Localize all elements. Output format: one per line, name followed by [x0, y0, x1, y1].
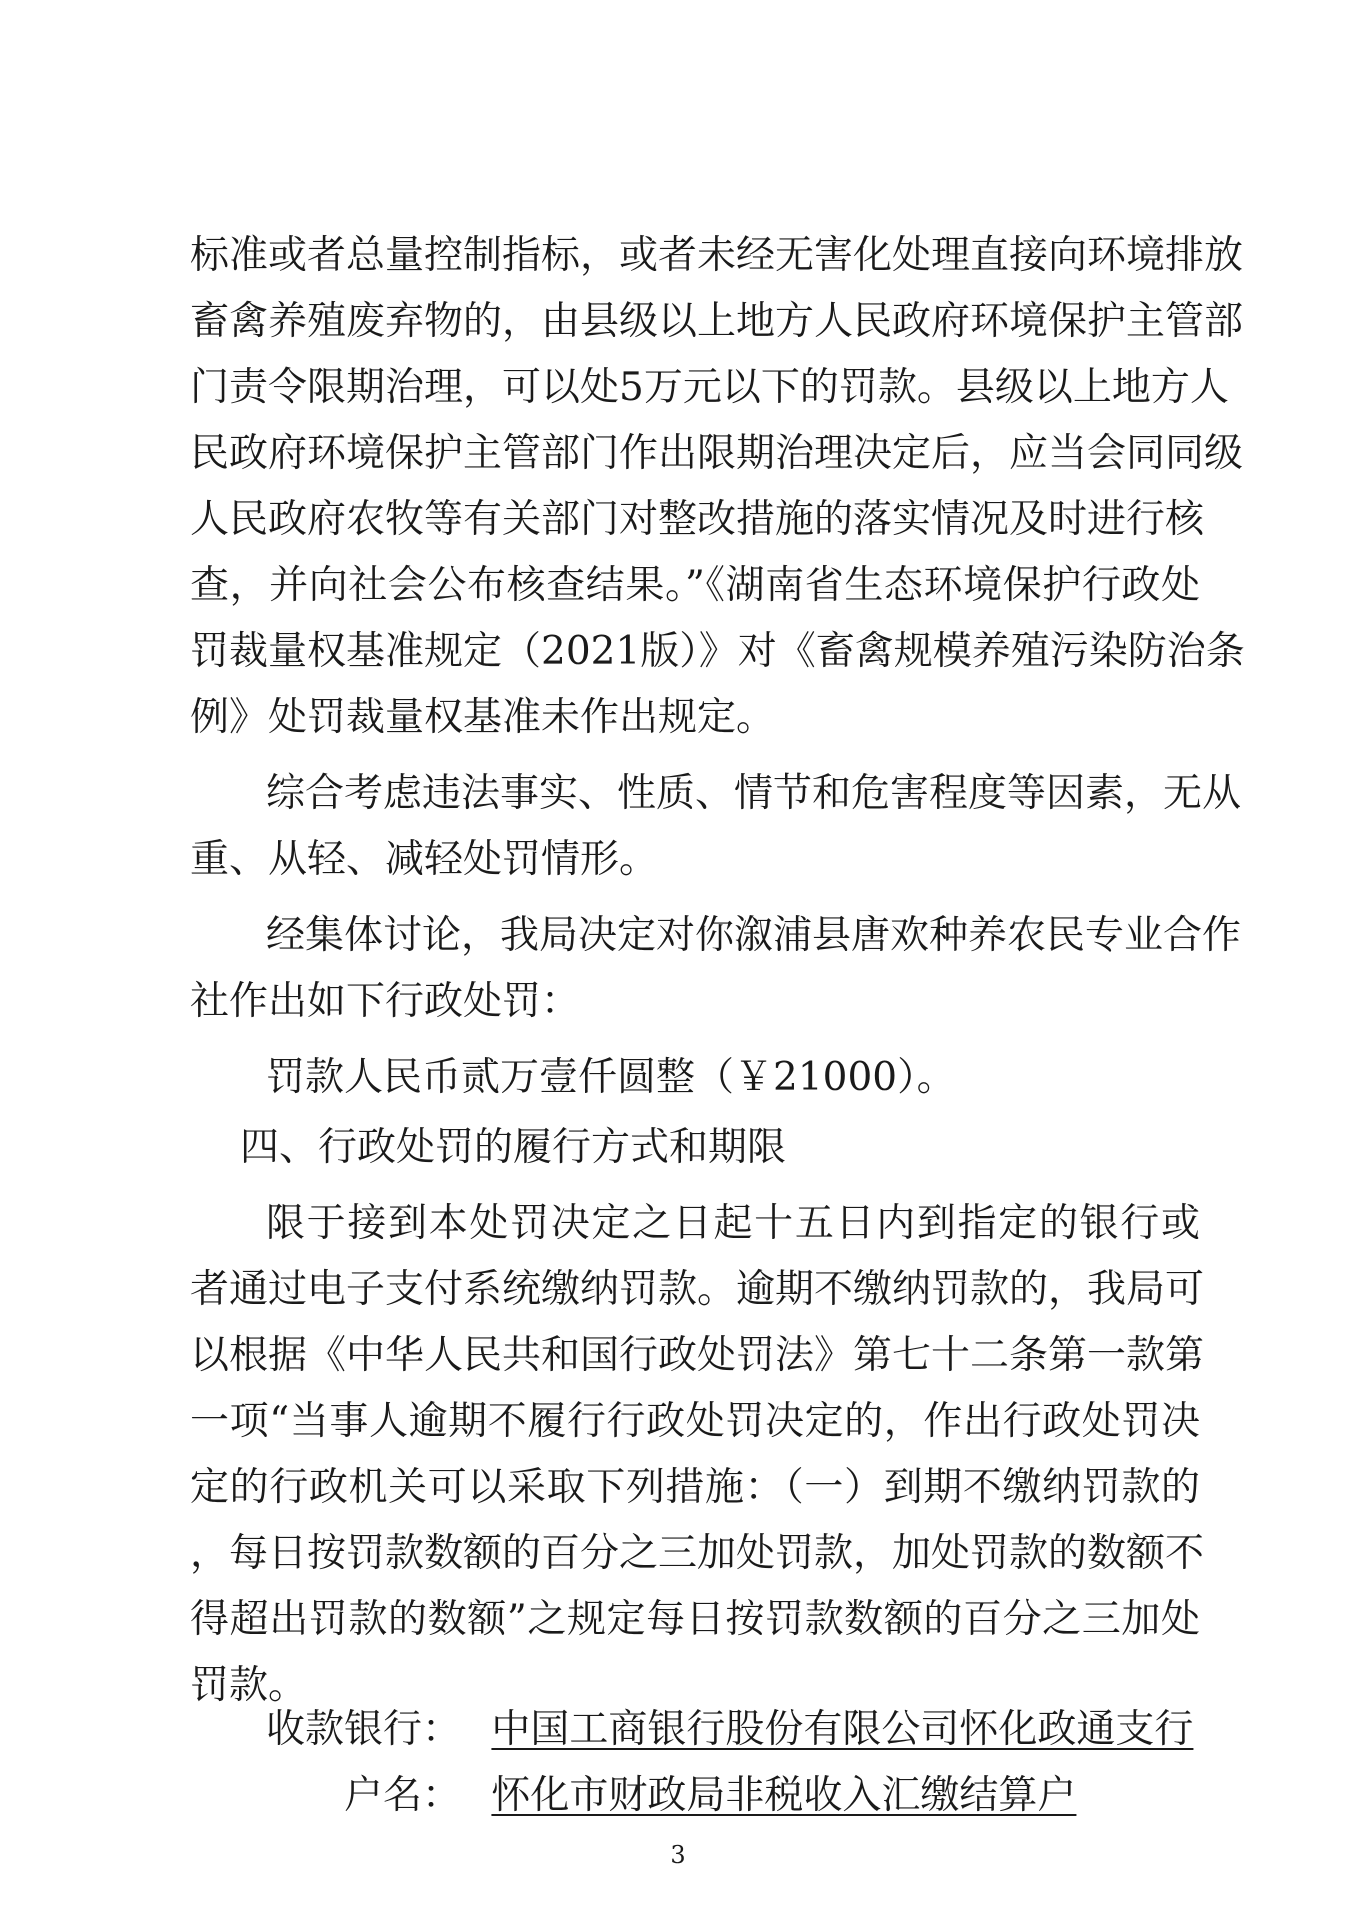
body-text-line: 人民政府农牧等有关部门对整改措施的落实情况及时进行核 — [190, 497, 1205, 542]
body-text-line: 以根据《中华人民共和国行政处罚法》第七十二条第一款第 — [190, 1333, 1205, 1378]
body-text-line: 一项“当事人逾期不履行行政处罚决定的，作出行政处罚决 — [190, 1399, 1200, 1444]
body-text-line: 罚款。 — [190, 1663, 308, 1708]
penalty-amount-text: 罚款人民币贰万壹仟圆整（￥21000）。 — [266, 1055, 956, 1100]
body-text-line: 者通过电子支付系统缴纳罚款。逾期不缴纳罚款的，我局可 — [190, 1267, 1205, 1312]
bank-value: 中国工商银行股份有限公司怀化政通支行 — [491, 1707, 1194, 1752]
body-text-line: 罚裁量权基准规定（2021版）》对《畜禽规模养殖污染防治条 — [190, 629, 1245, 674]
bank-label: 收款银行： — [266, 1707, 462, 1752]
body-text-line: 定的行政机关可以采取下列措施：（一）到期不缴纳罚款的 — [190, 1465, 1200, 1510]
bank-row — [266, 1706, 1193, 1754]
body-text-line: 得超出罚款的数额”之规定每日按罚款数额的百分之三加处 — [190, 1597, 1200, 1642]
page-number: 3 — [670, 1841, 686, 1869]
body-text-line: 畜禽养殖废弃物的，由县级以上地方人民政府环境保护主管部 — [190, 299, 1244, 344]
body-text-line: 民政府环境保护主管部门作出限期治理决定后，应当会同同级 — [190, 431, 1244, 476]
body-text-line: 综合考虑违法事实、性质、情节和危害程度等因素，无从 — [266, 771, 1242, 816]
body-text-line: 社作出如下行政处罚： — [190, 979, 581, 1024]
account-name-label: 户名： — [344, 1773, 462, 1818]
body-text-line: 查，并向社会公布核查结果。”《湖南省生态环境保护行政处 — [190, 563, 1200, 608]
body-text-line: 例》处罚裁量权基准未作出规定。 — [190, 695, 776, 740]
account-name-value: 怀化市财政局非税收入汇缴结算户 — [491, 1773, 1077, 1818]
body-text-line: 重、从轻、减轻处罚情形。 — [190, 837, 659, 882]
body-text-line: 门责令限期治理，可以处5万元以下的罚款。县级以上地方人 — [190, 365, 1229, 410]
section-heading: 四、行政处罚的履行方式和期限 — [240, 1125, 787, 1170]
body-text-line: 标准或者总量控制指标，或者未经无害化处理直接向环境排放 — [190, 233, 1244, 278]
body-text-line: 经集体讨论，我局决定对你溆浦县唐欢种养农民专业合作 — [266, 913, 1242, 958]
account-name-row — [344, 1772, 1076, 1820]
body-text-line: ，每日按罚款数额的百分之三加处罚款，加处罚款的数额不 — [190, 1531, 1205, 1576]
body-text-line: 限于接到本处罚决定之日起十五日内到指定的银行或 — [266, 1201, 1200, 1246]
